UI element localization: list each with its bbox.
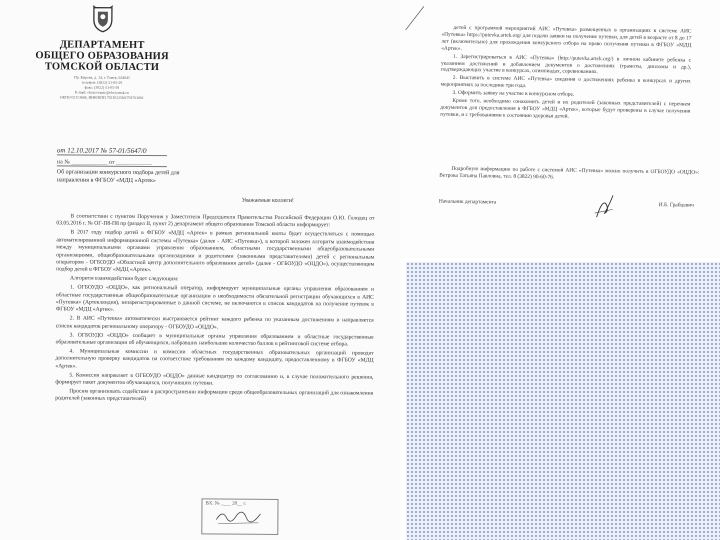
body-paragraph: 4. Муниципальные комиссии и комиссии областных государственных образовательных организаций проводят дополнительную проверку кандидатов на соответствие требованиям по каждому кандидату, предоставленному в ФГБОУ «МДЦ «Артек».: [55, 348, 374, 370]
org-address-block: [29, 75, 174, 101]
body-paragraph: Кроме того, необходимо ознакомить детей и их родителей (законных представителей) с перечнем документов для предоставления в ФГБОУ «МДЦ «Артек», которые будут проверены в случае получения путевки, и с требованиями к состоянию здоровья детей.: [440, 97, 691, 120]
address-line: E-mail: obrazovanie@obr.tomsk.ru: [75, 90, 129, 95]
page2-body: [440, 25, 691, 124]
registration-stamp: [201, 498, 278, 535]
handwritten-signature-icon: [214, 506, 264, 526]
address-line: Пр. Кирова, д. 14, г. Томск, 634041: [74, 75, 130, 80]
org-name-line1: ДЕПАРТАМЕНТ: [59, 39, 145, 52]
body-paragraph: 5. Комиссия направляет в ОГБОУДО «ОЦДО» данные кандидатур по согласованию и, в случае положительного решения, формирует пакет документов обучающихся, получивших путевки.: [55, 372, 374, 387]
address-line: ОКПО 02113604, ИНН/КПП 7021022569/701701001: [59, 95, 144, 101]
body-paragraph: 3. ОГБОУДО «ОЦДО» сообщает в муниципальные органы управления образованием и областные государственные образовательные организации об обучающихся, набравших наибольшее количество баллов в рейтинговой системе отбора.: [55, 332, 374, 348]
body-paragraph: Просим организовать содействие в распространении информации среди общеобразовательных организаций для ознакомления родителей (законных представителей): [55, 388, 374, 403]
org-name-line2: ОБЩЕГО ОБРАЗОВАНИЯ: [35, 50, 169, 63]
body-paragraph: В соответствии с пунктом Поручения у Заместителя Председателя Правительства Российской Федерации О.Ю. Голодец от 03.05.2016 г. № ОГ-П8-П8 пр (раздел II, пункт 2) департамент общего образования Томской области информирует:: [56, 213, 375, 229]
pen-mark-icon: [403, 4, 425, 32]
signatory-name: И.Б. Грабцевич: [658, 202, 694, 209]
letter-reference: на № ____________ от ____________: [57, 159, 167, 167]
contact-info: [439, 166, 699, 184]
signatory-title: Начальник департамента: [438, 198, 497, 206]
address-line: телефон: (3822) 51-05-59: [81, 80, 123, 85]
stamp-label: ВХ. № ____ 20__ г.: [205, 501, 247, 507]
body-paragraph: детей с программой мероприятий АИС «Путевка» размещенных в организациях в системе АИС «Путевка» https://putevka.artek.org/ для подачи заявки на получение путевки, для детей в возрасте от 8 до 17 лет (включительно) для прохождения конкурсного отбора на право получения путевки в ФГБОУ «МДЦ «Артек».: [441, 24, 692, 52]
body-paragraph: 3. Оформить заявку на участие в конкурсном отборе.: [452, 89, 575, 98]
blank-patterned-area: [406, 262, 720, 540]
coat-of-arms-icon: [90, 5, 114, 33]
body-paragraph: 2. Выставить в системе АИС «Путевка» сведения о достижениях ребенка в конкурсах и других мероприятиях за последние три года.: [440, 75, 691, 90]
letter-salutation: Уважаемые коллеги!: [241, 197, 294, 205]
handwritten-signature-icon: [593, 191, 617, 221]
letter-page-2: [400, 0, 720, 258]
letterhead: [29, 4, 175, 101]
contact-paragraph: Подробную информацию по работе с системой АИС «Путевка» можно получить в ОГБОУДО «ОЦДО»: Ветрова Татьяна Павловна, тел. 8 (3822) 90-60-76.: [439, 165, 700, 181]
org-name-line3: ТОМСКОЙ ОБЛАСТИ: [44, 61, 160, 74]
address-line: факс: (3822) 51-05-59: [84, 85, 120, 90]
body-paragraph: В 2017 году подбор детей в ФГБОУ «МДЦ «Артек» в рамках региональной квоты будет осуществляться с помощью автоматизированной информационной системы «Путевка» (далее - АИС «Путевка»), в которой заложен алгоритм взаимодействия между муниципальными органами управления образованием, областными государственными общеобразовательными организациями, общеобразовательными организациями и родителями (законными представителями) детей с региональным оператором - ОГБОУДО «Областной центр дополнительного образования детей» (далее - ОГБОУДО «ОЦДО»), осуществляющим подбор детей в ФГБОУ «МДЦ «Артек».: [56, 229, 375, 274]
page2-content: [400, 0, 720, 263]
body-paragraph: 2. В АИС «Путевка» автоматически выстраивается рейтинг каждого ребенка по указанным достижениям и направляется список кандидатов региональному оператору - ОГБОУДО «ОЦДО».: [55, 315, 374, 331]
body-paragraph: 1. ОГБОУДО «ОЦДО», как региональный оператор, информирует муниципальные органы управления образованием и областные государственные общеобразовательные организации о необходимости обязательной регистрации обучающихся в АИС «Путевка» (Артекляндия), незарегистрированные в данной системе, не включаются в список кандидатов на получение путевок в ФГБОУ «МДЦ «Артек».: [55, 284, 375, 314]
body-paragraph: 1. Зарегистрироваться в АИС «Путевка» (http://putevka.artek.org/) в личном кабинете ребенка с указанием достижений и добавлением документов о достижениях (грамоты, дипломы и др.), подтверждающих участие в конкурсах, олимпиадах, соревнованиях.: [440, 53, 692, 76]
letter-date: от 12.10.2017 № 57-01/5647/0: [57, 146, 167, 156]
letter-page-2-area: [400, 0, 720, 540]
letter-subject: Об организации конкурсного подбора детей для направления в ФГБОУ «МДЦ «Артек»: [56, 169, 180, 185]
letter-body: [55, 213, 374, 406]
body-paragraph: Алгоритм взаимодействия будет следующим:: [70, 275, 179, 283]
